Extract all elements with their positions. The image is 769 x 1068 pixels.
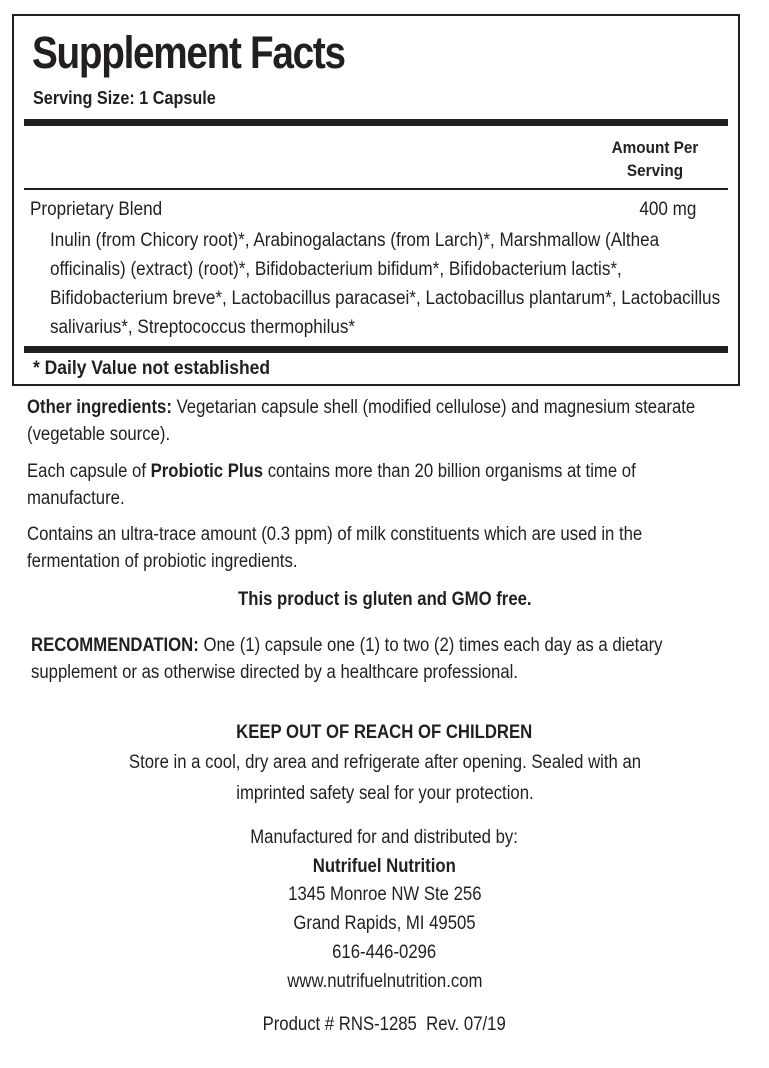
facts-title: Supplement Facts bbox=[32, 27, 345, 78]
blend-name: Proprietary Blend bbox=[30, 199, 163, 220]
amount-header-line1: Amount Per bbox=[611, 138, 698, 157]
supplement-facts-panel bbox=[12, 14, 740, 386]
recommendation-text: One (1) capsule one (1) to two (2) times each day as a dietary supplement or as otherwise directed by a healthcare professional. bbox=[31, 635, 663, 683]
manufacturer-intro bbox=[0, 824, 769, 851]
daily-value-note: * Daily Value not established bbox=[33, 358, 271, 379]
manufacturer-address-2-text: Grand Rapids, MI 49505 bbox=[293, 913, 476, 934]
storage-line-2 bbox=[0, 780, 769, 807]
storage-line-1-text: Store in a cool, dry area and refrigerate after opening. Sealed with an bbox=[128, 752, 641, 773]
manufacturer-address-1-text: 1345 Monroe NW Ste 256 bbox=[287, 884, 482, 905]
milk-note: Contains an ultra-trace amount (0.3 ppm) of milk constituents which are used in the fermentation of probiotic ingredients. bbox=[27, 524, 643, 572]
recommendation bbox=[31, 632, 717, 686]
other-ingredients-label: Other ingredients: bbox=[27, 397, 172, 418]
organisms-prefix: Each capsule of bbox=[27, 461, 151, 482]
thin-divider bbox=[24, 188, 728, 190]
product-code bbox=[0, 1011, 769, 1038]
organisms-statement bbox=[27, 458, 713, 512]
gluten-note bbox=[0, 586, 769, 613]
other-ingredients bbox=[27, 394, 713, 448]
blend-amount: 400 mg bbox=[638, 199, 696, 220]
keep-out-of-reach bbox=[0, 719, 769, 746]
storage-line-1 bbox=[0, 749, 769, 776]
keep-out-of-reach-text: KEEP OUT OF REACH OF CHILDREN bbox=[236, 722, 533, 743]
storage-line-2-text: imprinted safety seal for your protection. bbox=[235, 783, 534, 804]
blend-ingredients: Inulin (from Chicory root)*, Arabinogalactans (from Larch)*, Marshmallow (Althea officinalis) (extract) (root)*, Bifidobacterium bifidum*, Bifidobacterium lactis*, Bifidobacterium breve*, Lactobacillus paracasei*, Lactobacillus plantarum*, Lactobacillus salivarius*, Streptococcus thermophilus* bbox=[50, 230, 721, 338]
manufacturer-address-2 bbox=[0, 910, 769, 937]
amount-header-line2: Serving bbox=[626, 161, 683, 180]
amount-per-serving-header bbox=[611, 136, 698, 182]
manufacturer-website-text: www.nutrifuelnutrition.com bbox=[286, 971, 483, 992]
gluten-note-text: This product is gluten and GMO free. bbox=[237, 589, 532, 610]
organisms-suffix: contains more than 20 billion organisms at time of manufacture. bbox=[27, 461, 636, 509]
other-ingredients-text: Vegetarian capsule shell (modified cellulose) and magnesium stearate (vegetable source). bbox=[27, 397, 696, 445]
manufacturer-phone bbox=[0, 939, 769, 966]
product-name: Probiotic Plus bbox=[150, 461, 264, 482]
manufacturer-name bbox=[0, 853, 769, 880]
thick-divider-top bbox=[24, 119, 728, 126]
thick-divider-bottom bbox=[24, 346, 728, 353]
recommendation-label: RECOMMENDATION: bbox=[31, 635, 199, 656]
serving-size: Serving Size: 1 Capsule bbox=[33, 88, 216, 108]
product-code-text: Product # RNS-1285 Rev. 07/19 bbox=[262, 1014, 507, 1035]
manufacturer-phone-text: 616-446-0296 bbox=[332, 942, 437, 963]
manufacturer-intro-text: Manufactured for and distributed by: bbox=[250, 827, 519, 848]
manufacturer-address-1 bbox=[0, 881, 769, 908]
manufacturer-website bbox=[0, 968, 769, 995]
manufacturer-name-text: Nutrifuel Nutrition bbox=[312, 856, 457, 877]
